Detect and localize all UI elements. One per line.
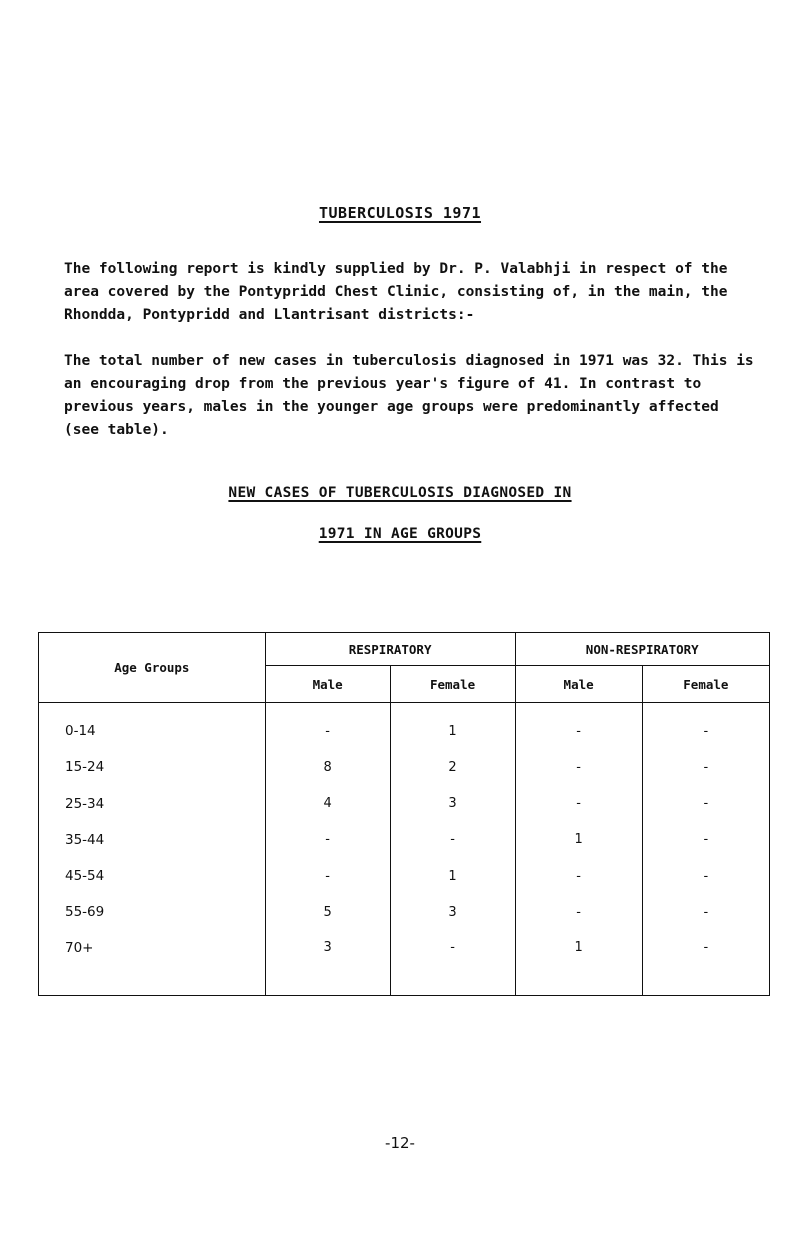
page-number: -12- [385,1134,415,1152]
resp-female-cell: 3 [390,894,515,930]
nonresp-male-cell: - [515,858,642,894]
summary-paragraph: The total number of new cases in tuberculosis diagnosed in 1971 was 32. This is an encouraging drop from the previous year's figure of 41. In contrast to previous years, males in the younger age groups were predominantly affected (see table). [64,353,754,438]
resp-female-cell: - [390,930,515,995]
table-row [39,703,770,750]
nonresp-female-cell: - [642,858,769,894]
age-cell: 15-24 [39,749,266,785]
age-cell: 0-14 [39,703,266,750]
age-cell: 70+ [39,930,266,995]
resp-female-cell: 1 [390,858,515,894]
table-heading-line2-text: 1971 IN AGE GROUPS [318,526,482,542]
age-cell: 25-34 [39,786,266,822]
resp-female-header: Female [390,666,515,703]
table-heading-line2 [0,526,800,542]
table-row [39,822,770,858]
resp-male-cell: - [265,858,390,894]
age-cell: 45-54 [39,858,266,894]
table-heading-line1-text: NEW CASES OF TUBERCULOSIS DIAGNOSED IN [228,485,572,501]
respiratory-header: RESPIRATORY [265,633,515,666]
nonresp-female-cell: - [642,930,769,995]
age-cell: 35-44 [39,822,266,858]
nonresp-male-cell: - [515,703,642,750]
nonresp-male-cell: 1 [515,930,642,995]
resp-female-cell: 1 [390,703,515,750]
table-header-row [39,633,770,666]
intro-paragraph: The following report is kindly supplied by Dr. P. Valabhji in respect of the area covered by the Pontypridd Chest Clinic, consisting of, in the main, the Rhondda, Pontypridd and Llantrisant districts:- [64,261,728,323]
resp-female-cell: 2 [390,749,515,785]
resp-male-cell: 8 [265,749,390,785]
nonresp-male-cell: - [515,894,642,930]
age-groups-header: Age Groups [39,633,266,703]
nonresp-female-cell: - [642,894,769,930]
resp-male-cell: - [265,703,390,750]
table-heading-line1 [0,485,800,501]
nonresp-female-cell: - [642,703,769,750]
nonresp-female-cell: - [642,749,769,785]
nonresp-female-cell: - [642,822,769,858]
table-row [39,858,770,894]
nonresp-male-cell: 1 [515,822,642,858]
nonresp-male-cell: - [515,749,642,785]
non-respiratory-header: NON-RESPIRATORY [515,633,770,666]
resp-male-cell: 5 [265,894,390,930]
nonresp-male-header: Male [515,666,642,703]
table-row [39,894,770,930]
table-row [39,749,770,785]
age-cell: 55-69 [39,894,266,930]
table-row [39,786,770,822]
page-title [0,204,800,222]
age-groups-table [38,632,770,996]
resp-female-cell: - [390,822,515,858]
page-title-text: TUBERCULOSIS 1971 [318,204,482,222]
resp-female-cell: 3 [390,786,515,822]
nonresp-female-header: Female [642,666,769,703]
nonresp-male-cell: - [515,786,642,822]
resp-male-cell: - [265,822,390,858]
resp-male-cell: 3 [265,930,390,995]
resp-male-cell: 4 [265,786,390,822]
table-row [39,930,770,995]
table-body [39,703,770,996]
nonresp-female-cell: - [642,786,769,822]
resp-male-header: Male [265,666,390,703]
